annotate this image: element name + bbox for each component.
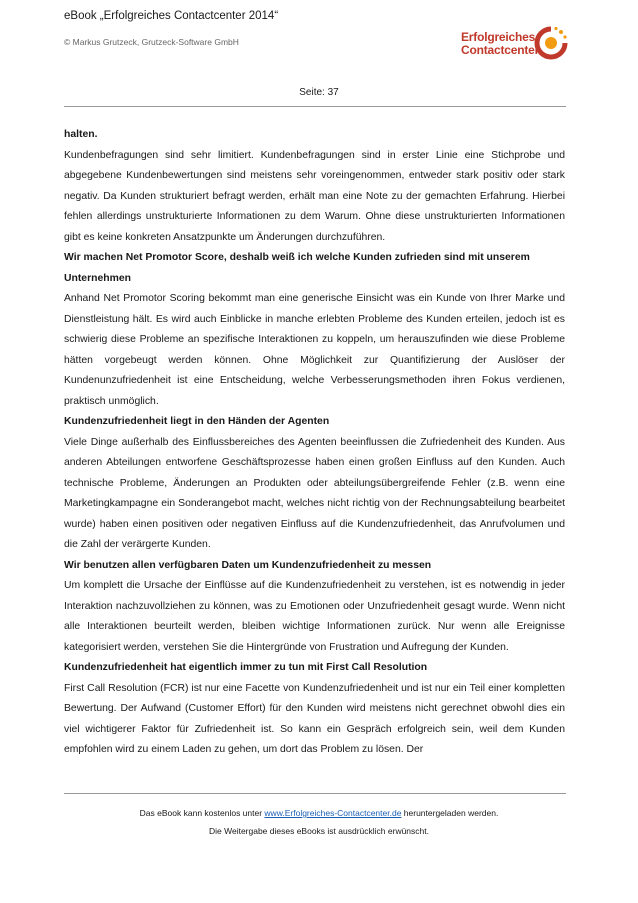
logo xyxy=(461,26,571,74)
paragraph: Anhand Net Promotor Scoring bekommt man eine generische Einsicht was ein Kunde von Ihrer Marke und Dienstleistung hält. Es wird auch Einblicke in manche erlebten Probleme des Kunden erteilen, jedoch ist es schwierig diese Probleme an spezifische Interaktionen zu koppeln, um herauszufinden wie diese Probleme hätten vorgebeugt werden können. Ohne Möglichkeit zur Quantifizierung der Auslöser der Kundenunzufriedenheit ist eine Entscheidung, welche Verbesserungsmethoden ihren Fokus verdienen, praktisch unmöglich. xyxy=(64,293,565,407)
logo-wordmark xyxy=(461,31,539,57)
footer-website-link[interactable]: www.Erfolgreiches-Contactcenter.de xyxy=(264,808,402,818)
header-divider xyxy=(64,106,566,107)
paragraph: Um komplett die Ursache der Einflüsse auf die Kundenzufriedenheit zu verstehen, ist es notwendig in jeder Interaktion nachzuvollziehen zu können, was zu Emotionen oder Unzufriedenheit gesagt wurde. Wenn nicht alle Interaktionen beurteilt werden, bleiben wichtige Informationen zurück. Nur wenn alle Ereignisse kategorisiert werden, verstehen Sie die Hintergründe von Frustration und Aufregung der Kunden. xyxy=(64,580,565,653)
logo-line-1: Erfolgreiches xyxy=(461,30,536,44)
logo-sun-icon xyxy=(534,26,568,60)
document-title: eBook „Erfolgreiches Contactcenter 2014“ xyxy=(64,10,279,22)
paragraph: Kundenbefragungen sind sehr limitiert. Kundenbefragungen sind in erster Linie eine Stichprobe und abgegebene Kundenbewertungen sind meistens sehr voreingenommen, entweder stark positiv oder stark negativ. Da Kunden strukturiert befragt werden, erhält man eine Note zu der gemachten Erfahrung. Hierbei fehlen allerdings unstrukturierte Informationen zu dem Warum. Ohne diese unstrukturierten Informationen gibt es keine konkreten Ansatzpunkte um Änderungen durchzuführen. xyxy=(64,149,565,243)
footer-text: heruntergeladen werden. xyxy=(401,808,499,818)
paragraph-heading: halten. xyxy=(64,129,98,140)
section-heading: Kundenzufriedenheit liegt in den Händen der Agenten xyxy=(64,416,330,427)
paragraph: First Call Resolution (FCR) ist nur eine Facette von Kundenzufriedenheit und ist nur ein Teil einer kompletten Bewertung. Der Aufwand (Customer Effort) für den Kunden wird meistens nicht gerechnet obwohl dies ein viel wichtigerer Faktor für Zufriedenheit ist. So kann ein Gespräch erfolgreich sein, weil dem Kunden empfohlen wird zu einem Laden zu gehen, um dort das Problem zu lösen. Der xyxy=(64,682,565,755)
section-heading: Wir machen Net Promotor Score, deshalb weiß ich welche Kunden zufrieden sind mit unserem Unternehmen xyxy=(64,252,530,284)
section-heading: Kundenzufriedenheit hat eigentlich immer zu tun mit First Call Resolution xyxy=(64,662,428,673)
section-heading: Wir benutzen allen verfügbaren Daten um Kundenzufriedenheit zu messen xyxy=(64,559,432,571)
paragraph: Viele Dinge außerhalb des Einflussbereiches des Agenten beeinflussen die Zufriedenheit des Kunden. Aus anderen Abteilungen entworfene Geschäftsprozesse haben einen großen Einfluss auf den Kunden. Auch technische Probleme, Änderungen an Produkten oder abteilungsübergreifende Fehler (z.B. wenn eine Marketingkampagne ein Sonderangebot macht, welches nicht richtig von der Rechnungsabteilung bearbeitet wurde) haben einen positiven oder negativen Einfluss auf die Kundenzufriedenheit, das Anrufvolumen und die Zahl der verärgerte Kunden. xyxy=(64,436,565,550)
footer-divider xyxy=(64,793,566,794)
logo-line-2: Contactcenter xyxy=(461,43,540,57)
page-number: Seite: 37 xyxy=(299,87,339,98)
footer-line-1 xyxy=(0,808,638,818)
page-content xyxy=(64,125,565,761)
copyright-notice: © Markus Grutzeck, Grutzeck-Software GmbH xyxy=(64,37,239,47)
footer-text: Das eBook kann kostenlos unter xyxy=(139,808,265,818)
footer-line-2: Die Weitergabe dieses eBooks ist ausdrücklich erwünscht. xyxy=(208,826,429,836)
